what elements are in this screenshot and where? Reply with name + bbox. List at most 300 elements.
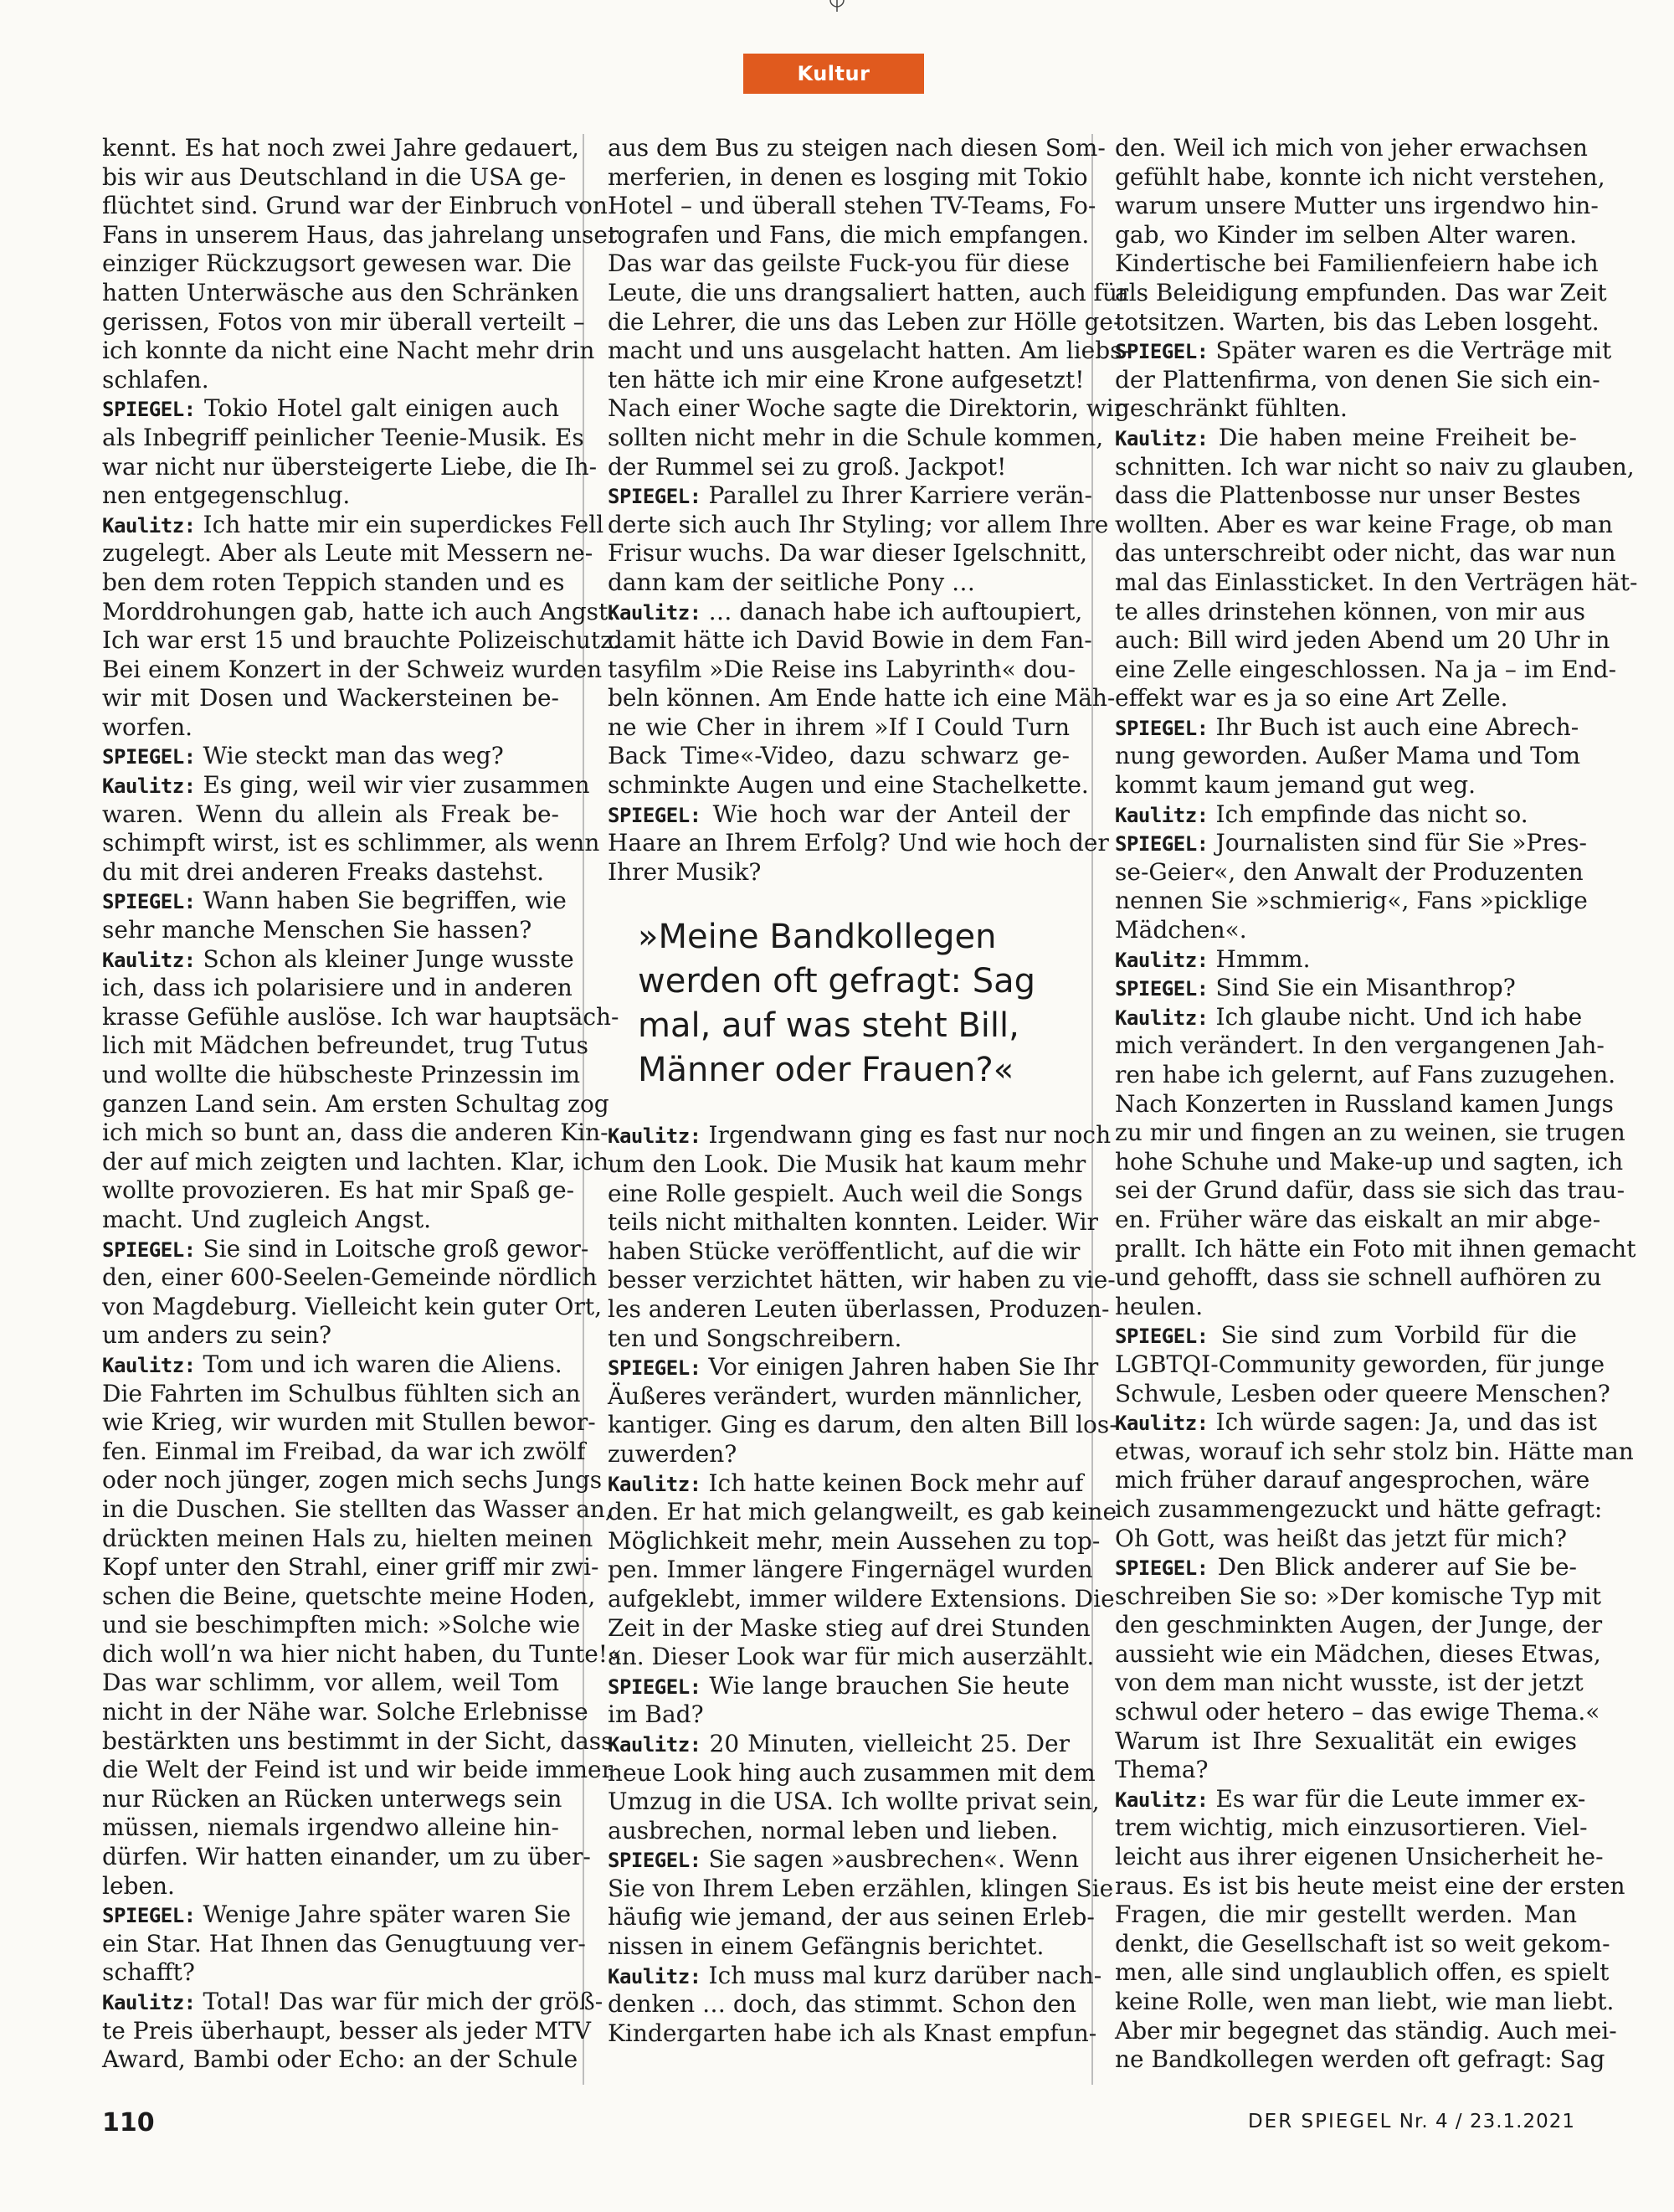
line-text: hatten Unterwäsche aus den Schränken xyxy=(102,278,579,306)
text-line xyxy=(608,1903,1095,1932)
text-line xyxy=(608,829,1109,858)
text-line xyxy=(1115,1843,1604,1872)
line-text: leicht aus ihrer eigenen Unsicherheit he- xyxy=(1115,1843,1604,1871)
text-line xyxy=(1115,800,1577,830)
text-line xyxy=(608,1440,1070,1469)
line-text: dürfen. Wir hatten einander, um zu über- xyxy=(102,1843,591,1871)
line-text: Ich war erst 15 und brauchte Polizeischutz. xyxy=(102,626,620,655)
line-text: macht. Und zugleich Angst. xyxy=(102,1205,431,1233)
line-text: gerissen, Fotos von mir überall verteilt – xyxy=(102,307,585,336)
speaker-label: Kaulitz: xyxy=(608,600,701,625)
text-line xyxy=(608,1961,1102,1991)
line-text: waren. Wenn du allein als Freak be- xyxy=(102,800,559,828)
line-text: Sie sind in Loitsche groß gewor- xyxy=(195,1234,589,1263)
line-text: Es ging, weil wir vier zusammen xyxy=(195,771,590,800)
text-line xyxy=(608,1411,1117,1440)
line-text: etwas, worauf ich sehr stolz bin. Hätte man xyxy=(1115,1437,1634,1465)
speaker-label: SPIEGEL: xyxy=(608,1674,701,1699)
line-text: sollten nicht mehr in die Schule kommen, xyxy=(608,423,1104,451)
speaker-label: Kaulitz: xyxy=(608,1964,701,1988)
line-text: haben Stücke veröffentlicht, auf die wir xyxy=(608,1237,1081,1265)
line-text: ich zusammengezuckt und hätte gefragt: xyxy=(1115,1494,1603,1523)
text-line xyxy=(608,1179,1083,1209)
text-line xyxy=(1115,655,1617,685)
text-line xyxy=(102,1031,588,1061)
text-line xyxy=(102,366,559,395)
line-text: schnitten. Ich war nicht so naiv zu glauben, xyxy=(1115,452,1635,481)
line-text: Vor einigen Jahren haben Sie Ihr xyxy=(701,1353,1099,1381)
text-line xyxy=(102,1582,596,1612)
line-text: ben dem roten Teppich standen und es xyxy=(102,568,565,596)
text-line xyxy=(608,858,1070,887)
line-text: Nach einer Woche sagte die Direktorin, wir xyxy=(608,394,1126,423)
line-text: den. Weil ich mich von jeher erwachsen xyxy=(1115,134,1588,162)
line-text: den. Er hat mich gelangweilt, es gab keine xyxy=(608,1498,1117,1526)
text-line xyxy=(102,771,590,800)
text-line xyxy=(1115,1582,1601,1612)
line-text: Wenige Jahre später waren Sie xyxy=(195,1901,572,1929)
text-line xyxy=(1115,1002,1583,1032)
text-line xyxy=(1115,1263,1602,1293)
text-line xyxy=(102,1929,586,1959)
line-text: beln können. Am Ende hatte ich eine Mäh- xyxy=(608,684,1116,712)
line-text: Schon als kleiner Junge wusste xyxy=(195,944,574,973)
text-line xyxy=(1115,1234,1636,1264)
text-line xyxy=(608,1874,1114,1904)
line-text: raus. Es ist bis heute meist eine der ersten xyxy=(1115,1871,1625,1900)
text-line xyxy=(102,249,572,279)
line-text: Hmmm. xyxy=(1208,944,1311,973)
speaker-label: Kaulitz: xyxy=(1115,426,1209,450)
speaker-label: SPIEGEL: xyxy=(608,485,701,509)
text-line xyxy=(608,394,1126,424)
line-text: zuwerden? xyxy=(608,1439,737,1468)
line-text: pen. Immer längere Fingernägel wurden xyxy=(608,1556,1093,1584)
speaker-label: Kaulitz: xyxy=(1115,803,1209,827)
text-line xyxy=(1115,1089,1614,1119)
text-line xyxy=(102,1669,559,1698)
line-text: dich woll’n wa hier nicht haben, du Tunte!« xyxy=(102,1639,623,1668)
line-text: Sie sagen »ausbrechen«. Wenn xyxy=(701,1845,1080,1874)
text-line xyxy=(1115,1698,1600,1727)
line-text: Nach Konzerten in Russland kamen Jungs xyxy=(1115,1089,1614,1118)
text-line xyxy=(608,220,1090,250)
text-line xyxy=(102,742,559,771)
line-text: Fragen, die mir gestellt werden. Man xyxy=(1115,1901,1577,1929)
line-text: kantiger. Ging es darum, den alten Bill los- xyxy=(608,1411,1117,1439)
line-text: den geschminkten Augen, der Junge, der xyxy=(1115,1611,1603,1639)
text-line xyxy=(102,1494,613,1525)
text-line xyxy=(608,1758,1096,1788)
text-line xyxy=(102,1553,599,1582)
line-text: Kindergarten habe ich als Knast empfun- xyxy=(608,2019,1097,2047)
text-line xyxy=(1115,1119,1625,1148)
text-line xyxy=(1115,1176,1625,1206)
text-line xyxy=(608,771,1089,800)
text-line xyxy=(608,1353,1099,1382)
line-text: aussieht wie ein Mädchen, dieses Etwas, xyxy=(1115,1639,1601,1668)
pull-quote-line: werden oft gefragt: Sag xyxy=(638,962,1035,1001)
line-text: denkt, die Gesellschaft ist so weit gekom- xyxy=(1115,1929,1610,1957)
text-line xyxy=(608,1700,1070,1730)
text-line xyxy=(102,1901,572,1930)
text-line xyxy=(1115,568,1638,598)
text-line xyxy=(608,655,1076,685)
registration-mark-icon xyxy=(825,0,849,12)
text-line xyxy=(608,1817,1070,1846)
line-text: du mit drei anderen Freaks dastehst. xyxy=(102,857,545,886)
text-line xyxy=(102,626,620,656)
text-line xyxy=(102,1321,559,1350)
line-text: ne Bandkollegen werden oft gefragt: Sag xyxy=(1115,2045,1605,2074)
speaker-label: Kaulitz: xyxy=(102,1991,196,2014)
speaker-label: SPIEGEL: xyxy=(1115,1325,1209,1349)
line-text: gab, wo Kinder im selben Alter waren. xyxy=(1115,220,1577,249)
line-text: den, einer 600-Seelen-Gemeinde nördlich xyxy=(102,1263,598,1292)
text-line xyxy=(102,944,574,975)
pull-quote-line: Männer oder Frauen?« xyxy=(638,1051,1014,1090)
line-text: geschränkt fühlten. xyxy=(1115,394,1348,423)
speaker-label: SPIEGEL: xyxy=(102,890,196,914)
line-text: von dem man nicht wusste, ist der jetzt xyxy=(1115,1669,1584,1697)
text-line xyxy=(608,481,1092,511)
line-text: derte sich auch Ihr Styling; vor allem Ihre xyxy=(608,510,1109,538)
line-text: wollten. Aber es war keine Frage, ob man xyxy=(1115,510,1613,538)
line-text: eine Rolle gespielt. Auch weil die Songs xyxy=(608,1179,1083,1207)
line-text: als Inbegriff peinlicher Teenie-Musik. Es xyxy=(102,423,584,451)
line-text: Ich glaube nicht. Und ich habe xyxy=(1208,1002,1583,1031)
line-text: tasyfilm »Die Reise ins Labyrinth« dou- xyxy=(608,655,1076,683)
pull-quote-line: mal, auf was steht Bill, xyxy=(638,1006,1019,1046)
line-text: schminkte Augen und eine Stachelkette. xyxy=(608,771,1089,800)
text-line xyxy=(102,510,604,540)
speaker-label: SPIEGEL: xyxy=(102,745,196,769)
line-text: Irgendwann ging es fast nur noch xyxy=(701,1121,1112,1150)
line-text: schlafen. xyxy=(102,365,209,394)
text-line xyxy=(1115,1147,1624,1177)
text-line xyxy=(1115,1813,1588,1843)
text-line xyxy=(102,2045,578,2075)
text-line xyxy=(102,1756,614,1785)
line-text: müssen, niemals irgendwo alleine hin- xyxy=(102,1813,559,1842)
text-line xyxy=(1115,1988,1615,2017)
text-line xyxy=(1115,394,1577,424)
line-text: Die Fahrten im Schulbus fühlten sich an xyxy=(102,1379,581,1407)
line-text: dann kam der seitliche Pony … xyxy=(608,568,976,596)
line-text: der Plattenfirma, von denen Sie sich ein- xyxy=(1115,365,1600,394)
text-line xyxy=(102,568,565,598)
line-text: nissen in einem Gefängnis berichtet. xyxy=(608,1932,1045,1961)
text-line xyxy=(608,278,1129,308)
column-2-top-text xyxy=(608,134,1130,887)
line-text: kommt kaum jemand gut weg. xyxy=(1115,771,1476,800)
line-text: leben. xyxy=(102,1871,175,1900)
line-text: ich konnte da nicht eine Nacht mehr drin xyxy=(102,337,595,365)
line-text: Journalisten sind für Sie »Pres- xyxy=(1208,829,1587,857)
line-text: Das war schlimm, vor allem, weil Tom xyxy=(102,1669,559,1697)
line-text: Ich muss mal kurz darüber nach- xyxy=(701,1961,1102,1989)
text-line xyxy=(102,481,559,511)
text-line xyxy=(102,1408,596,1438)
text-line xyxy=(102,655,603,685)
text-line xyxy=(1115,713,1577,743)
text-line xyxy=(102,1002,619,1032)
line-text: und gehofft, dass sie schnell aufhören zu xyxy=(1115,1263,1602,1292)
line-text: Wie lange brauchen Sie heute xyxy=(701,1671,1070,1700)
text-line xyxy=(1115,597,1585,627)
line-text: nung geworden. Außer Mama und Tom xyxy=(1115,742,1581,770)
article-column-2 xyxy=(608,134,1130,2048)
line-text: bestärkten uns bestimmt in der Sicht, dass xyxy=(102,1726,614,1755)
text-line xyxy=(102,1988,603,2017)
line-text: schreiben Sie so: »Der komische Typ mit xyxy=(1115,1582,1601,1610)
line-text: worfen. xyxy=(102,712,193,741)
text-line xyxy=(102,134,579,163)
text-line xyxy=(608,742,1070,771)
line-text: Mädchen«. xyxy=(1115,916,1247,944)
text-line xyxy=(102,1089,609,1119)
line-text: um den Look. Die Musik hat kaum mehr xyxy=(608,1150,1086,1179)
text-line xyxy=(608,2019,1097,2049)
text-line xyxy=(608,1150,1086,1180)
speaker-label: SPIEGEL: xyxy=(1115,716,1209,740)
text-line xyxy=(1115,1929,1610,1959)
line-text: sei der Grund dafür, dass sie sich das trau- xyxy=(1115,1176,1625,1205)
text-line xyxy=(608,510,1109,540)
line-text: denken … doch, das stimmt. Schon den xyxy=(608,1990,1077,2019)
text-line xyxy=(1115,829,1587,858)
line-text: Leute, die uns drangsaliert hatten, auch für xyxy=(608,278,1129,306)
speaker-label: SPIEGEL: xyxy=(608,803,701,827)
line-text: war nicht nur übersteigerte Liebe, die Ih- xyxy=(102,452,598,481)
line-text: drückten meinen Hals zu, hielten meinen xyxy=(102,1524,593,1552)
line-text: schimpft wirst, ist es schlimmer, als wenn xyxy=(102,829,600,857)
text-line xyxy=(102,713,559,743)
text-line xyxy=(1115,974,1577,1003)
line-text: ich mich so bunt an, dass die anderen Kin- xyxy=(102,1119,608,1147)
text-line xyxy=(102,916,559,945)
text-line xyxy=(102,192,608,221)
line-text: mal das Einlassticket. In den Verträgen hät- xyxy=(1115,568,1638,596)
line-text: schwul oder hetero – das ewige Thema.« xyxy=(1115,1698,1600,1726)
line-text: Das war das geilste Fuck-you für diese xyxy=(608,249,1070,278)
line-text: ausbrechen, normal leben und lieben. xyxy=(608,1816,1059,1844)
speaker-label: Kaulitz: xyxy=(1115,948,1209,972)
text-line xyxy=(1115,857,1584,887)
line-text: dass die Plattenbosse nur unser Bestes xyxy=(1115,481,1581,510)
text-line xyxy=(102,800,559,830)
text-line xyxy=(1115,249,1599,279)
line-text: Wann haben Sie begriffen, wie xyxy=(195,887,567,915)
footer-issue-info xyxy=(1248,2111,1575,2132)
text-line xyxy=(608,423,1104,453)
text-line xyxy=(1115,1437,1634,1467)
text-line xyxy=(1115,539,1616,568)
text-line xyxy=(608,1469,1084,1499)
text-line xyxy=(608,1556,1093,1585)
text-line xyxy=(608,1730,1070,1759)
text-line xyxy=(1115,887,1588,916)
text-line xyxy=(608,1932,1070,1962)
text-line xyxy=(102,1958,559,1988)
text-line xyxy=(608,1845,1080,1875)
line-text: Haare an Ihrem Erfolg? Und wie hoch der xyxy=(608,829,1109,857)
line-text: macht und uns ausgelacht hatten. Am liebs- xyxy=(608,337,1130,365)
text-line xyxy=(1115,1553,1577,1582)
text-line xyxy=(1115,337,1612,366)
line-text: Ich empfinde das nicht so. xyxy=(1208,800,1528,828)
line-text: … danach habe ich auftoupiert, xyxy=(701,597,1083,625)
line-text: Ihr Buch ist auch eine Abrech- xyxy=(1208,712,1579,741)
text-line xyxy=(1115,626,1610,656)
text-line xyxy=(102,597,616,627)
text-line xyxy=(1115,365,1600,395)
text-line xyxy=(102,829,600,858)
text-line xyxy=(608,684,1116,713)
line-text: wir mit Dosen und Wackersteinen be- xyxy=(102,684,559,712)
text-line xyxy=(1115,192,1599,221)
line-text: merferien, in denen es losging mit Tokio xyxy=(608,162,1088,191)
article-column-3 xyxy=(1115,134,1638,2075)
line-text: Ich hatte mir ein superdickes Fell xyxy=(195,510,604,538)
line-text: Es war für die Leute immer ex- xyxy=(1208,1784,1586,1813)
text-line xyxy=(102,337,595,366)
line-text: der Rummel sei zu groß. Jackpot! xyxy=(608,452,1007,481)
line-text: totsitzen. Warten, bis das Leben losgeht. xyxy=(1115,307,1600,336)
text-line xyxy=(1115,1350,1605,1380)
text-line xyxy=(1115,1871,1625,1901)
line-text: neue Look hing auch zusammen mit dem xyxy=(608,1758,1096,1787)
text-line xyxy=(1115,481,1581,511)
line-text: te alles drinstehen können, von mir aus xyxy=(1115,597,1585,625)
text-line xyxy=(608,539,1087,568)
footer-issue: Nr. 4 / 23.1.2021 xyxy=(1399,2111,1575,2132)
line-text: Hotel – und überall stehen TV-Teams, Fo- xyxy=(608,192,1096,220)
text-line xyxy=(102,1872,559,1901)
speaker-label: SPIEGEL: xyxy=(1115,977,1209,1001)
text-line xyxy=(102,539,593,568)
text-line xyxy=(1115,162,1605,193)
text-line xyxy=(102,1292,602,1322)
text-line xyxy=(1115,1756,1577,1785)
speaker-label: SPIEGEL: xyxy=(1115,1556,1209,1581)
line-text: von Magdeburg. Vielleicht kein guter Ort, xyxy=(102,1292,602,1320)
line-text: gefühlt habe, konnte ich nicht verstehen, xyxy=(1115,162,1605,191)
article-column-1 xyxy=(102,134,623,2075)
text-line xyxy=(102,1698,588,1727)
line-text: schen die Beine, quetschte meine Hoden, xyxy=(102,1582,596,1610)
text-line xyxy=(102,1437,586,1467)
text-line xyxy=(1115,945,1577,975)
line-text: krasse Gefühle auslöse. Ich war hauptsäch- xyxy=(102,1002,619,1031)
line-text: an. Dieser Look war für mich auserzählt. xyxy=(608,1643,1095,1671)
line-text: Parallel zu Ihrer Karriere verän- xyxy=(701,481,1092,510)
line-text: besser verzichtet hätten, wir haben zu vie- xyxy=(608,1266,1116,1294)
line-text: die Lehrer, die uns das Leben zur Hölle ge- xyxy=(608,307,1122,336)
text-line xyxy=(608,1643,1095,1672)
text-line xyxy=(1115,1958,1610,1988)
line-text: Sind Sie ein Misanthrop? xyxy=(1208,974,1516,1002)
speaker-label: Kaulitz: xyxy=(608,1124,701,1149)
line-text: nur Rücken an Rücken unterwegs sein xyxy=(102,1784,562,1813)
text-line xyxy=(102,1234,589,1264)
page-number: 110 xyxy=(102,2108,155,2137)
text-line xyxy=(102,452,598,482)
line-text: Kopf unter den Strahl, einer griff mir zwi- xyxy=(102,1553,599,1582)
text-line xyxy=(608,1613,1091,1644)
text-line xyxy=(102,278,579,308)
text-line xyxy=(102,1263,598,1293)
line-text: der auf mich zeigten und lachten. Klar, ich xyxy=(102,1147,609,1175)
line-text: Tokio Hotel galt einigen auch xyxy=(195,394,559,423)
line-text: Umzug in die USA. Ich wollte privat sein, xyxy=(608,1788,1100,1816)
line-text: ten hätte ich mir eine Krone aufgesetzt! xyxy=(608,365,1085,394)
text-line xyxy=(608,800,1070,830)
text-line xyxy=(1115,1205,1601,1235)
text-line xyxy=(102,2016,591,2046)
line-text: bis wir aus Deutschland in die USA ge- xyxy=(102,162,567,191)
speaker-label: Kaulitz: xyxy=(102,513,196,538)
line-text: nicht in der Nähe war. Solche Erlebnisse xyxy=(102,1698,588,1726)
text-line xyxy=(608,1208,1098,1237)
speaker-label: SPIEGEL: xyxy=(608,1849,701,1873)
line-text: als Beleidigung empfunden. Das war Zeit xyxy=(1115,278,1607,306)
line-text: Die haben meine Freiheit be- xyxy=(1208,423,1577,451)
line-text: hohe Schuhe und Make-up und sagten, ich xyxy=(1115,1147,1624,1175)
line-text: Thema? xyxy=(1115,1756,1209,1784)
text-line xyxy=(1115,1466,1590,1495)
line-text: damit hätte ich David Bowie in dem Fan- xyxy=(608,626,1092,655)
text-line xyxy=(102,1379,581,1409)
pull-quote xyxy=(608,915,1070,1093)
text-line xyxy=(608,1295,1110,1325)
text-line xyxy=(102,1611,581,1640)
text-line xyxy=(102,1524,593,1554)
text-line xyxy=(102,1726,614,1757)
line-text: kennt. Es hat noch zwei Jahre gedauert, xyxy=(102,134,579,162)
line-text: nennen Sie »schmierig«, Fans »picklige xyxy=(1115,887,1588,915)
line-text: ren habe ich gelernt, auf Fans zuzugehen. xyxy=(1115,1061,1616,1088)
text-line xyxy=(1115,1727,1577,1757)
text-line xyxy=(608,1672,1070,1701)
text-line xyxy=(608,1584,1115,1614)
text-line xyxy=(102,887,567,916)
line-text: flüchtet sind. Grund war der Einbruch von xyxy=(102,192,608,220)
text-line xyxy=(102,1206,559,1235)
line-text: Wie steckt man das weg? xyxy=(195,742,504,770)
line-text: zugelegt. Aber als Leute mit Messern ne- xyxy=(102,539,593,568)
line-text: Morddrohungen gab, hatte ich auch Angst. xyxy=(102,597,616,625)
line-text: tografen und Fans, die mich empfangen. xyxy=(608,220,1090,249)
line-text: oder noch jünger, zogen mich sechs Jungs xyxy=(102,1466,603,1494)
text-line xyxy=(608,1325,1070,1354)
line-text: Wie hoch war der Anteil der xyxy=(701,800,1070,828)
line-text: eine Zelle eingeschlossen. Na ja – im End- xyxy=(1115,655,1617,683)
speaker-label: Kaulitz: xyxy=(608,1472,701,1496)
line-text: Aber mir begegnet das ständig. Auch mei- xyxy=(1115,2016,1617,2045)
line-text: die Welt der Feind ist und wir beide immer xyxy=(102,1756,614,1784)
text-line xyxy=(102,1813,559,1843)
line-text: ne wie Cher in ihrem »If I Could Turn xyxy=(608,712,1070,741)
text-line xyxy=(1115,771,1577,800)
speaker-label: Kaulitz: xyxy=(608,1732,701,1757)
line-text: Möglichkeit mehr, mein Aussehen zu top- xyxy=(608,1526,1101,1555)
line-text: Oh Gott, was heißt das jetzt für mich? xyxy=(1115,1524,1567,1552)
text-line xyxy=(1115,1379,1610,1409)
line-text: nen entgegenschlug. xyxy=(102,481,351,510)
text-line xyxy=(1115,684,1577,713)
speaker-label: SPIEGEL: xyxy=(1115,832,1209,857)
